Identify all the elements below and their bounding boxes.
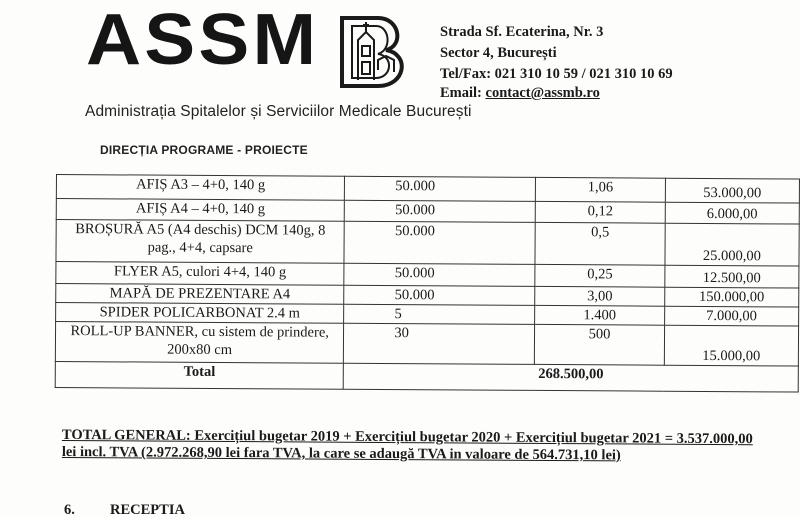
item-quantity: 30 xyxy=(344,323,535,364)
table-total-row xyxy=(55,361,798,392)
email-line xyxy=(440,85,600,102)
item-unit-price: 0,25 xyxy=(535,264,665,287)
item-quantity: 50.000 xyxy=(344,285,535,305)
total-value: 268.500,00 xyxy=(344,363,799,392)
item-unit-price: 1.400 xyxy=(535,305,665,325)
item-unit-price: 0,5 xyxy=(535,222,665,265)
item-total: 7.000,00 xyxy=(664,306,798,326)
item-quantity: 50.000 xyxy=(344,263,535,286)
item-unit-price: 1,06 xyxy=(536,177,666,202)
phone-number: 021 310 10 59 / 021 310 10 69 xyxy=(494,66,673,82)
item-name: BROȘURĂ A5 (A4 deschis) DCM 140g, 8 pag., 4+4, capsare xyxy=(56,220,345,264)
phone-line xyxy=(440,66,673,83)
item-name: MAPĂ DE PREZENTARE A4 xyxy=(56,284,344,305)
table-row xyxy=(55,322,798,367)
item-total: 53.000,00 xyxy=(665,178,799,203)
section-title: RECEPTIA xyxy=(110,502,185,518)
item-total: 6.000,00 xyxy=(665,202,799,224)
item-name: FLYER A5, culori 4+4, 140 g xyxy=(56,262,344,286)
item-total: 25.000,00 xyxy=(665,223,799,266)
item-quantity: 50.000 xyxy=(345,176,536,201)
email-link[interactable]: contact@assmb.ro xyxy=(485,85,600,101)
item-unit-price: 500 xyxy=(535,324,665,365)
table-row xyxy=(56,220,799,267)
organization-name: Administrația Spitalelor și Serviciilor Medicale București xyxy=(85,103,472,120)
section-number: 6. xyxy=(64,502,75,518)
items-table xyxy=(55,174,800,393)
total-general: TOTAL GENERAL: Exercițiul bugetar 2019 + Exercițiul bugetar 2020 + Exercițiul bugetar 2021 = 3.537.000,00 lei incl. TVA (2.972.268,90 lei fara TVA, la care se adaugă TVA in valoare de 564.731,10 lei) xyxy=(61,427,753,464)
item-total: 12.500,00 xyxy=(665,265,799,288)
item-name: ROLL-UP BANNER, cu sistem de prindere, 200x80 cm xyxy=(55,322,344,364)
item-name: AFIȘ A4 – 4+0, 140 g xyxy=(56,199,344,222)
department-title: DIRECȚIA PROGRAME - PROIECTE xyxy=(100,143,308,157)
logo-b-church-icon xyxy=(338,10,414,92)
item-unit-price: 3,00 xyxy=(535,286,665,306)
item-total: 15.000,00 xyxy=(664,325,798,366)
item-quantity: 5 xyxy=(344,304,535,324)
logo-text: ASSM xyxy=(86,0,320,80)
phone-label: Tel/Fax: xyxy=(440,66,492,82)
item-name: AFIȘ A3 – 4+0, 140 g xyxy=(56,175,344,201)
item-quantity: 50.000 xyxy=(344,221,535,264)
item-unit-price: 0,12 xyxy=(536,201,666,223)
address-street: Strada Sf. Ecaterina, Nr. 3 xyxy=(440,24,604,40)
item-total: 150.000,00 xyxy=(664,287,798,307)
total-label: Total xyxy=(55,361,343,389)
item-name: SPIDER POLICARBONAT 2.4 m xyxy=(56,303,344,324)
address-sector: Sector 4, București xyxy=(440,45,557,61)
item-quantity: 50.000 xyxy=(345,200,536,222)
email-label: Email: xyxy=(440,85,482,101)
